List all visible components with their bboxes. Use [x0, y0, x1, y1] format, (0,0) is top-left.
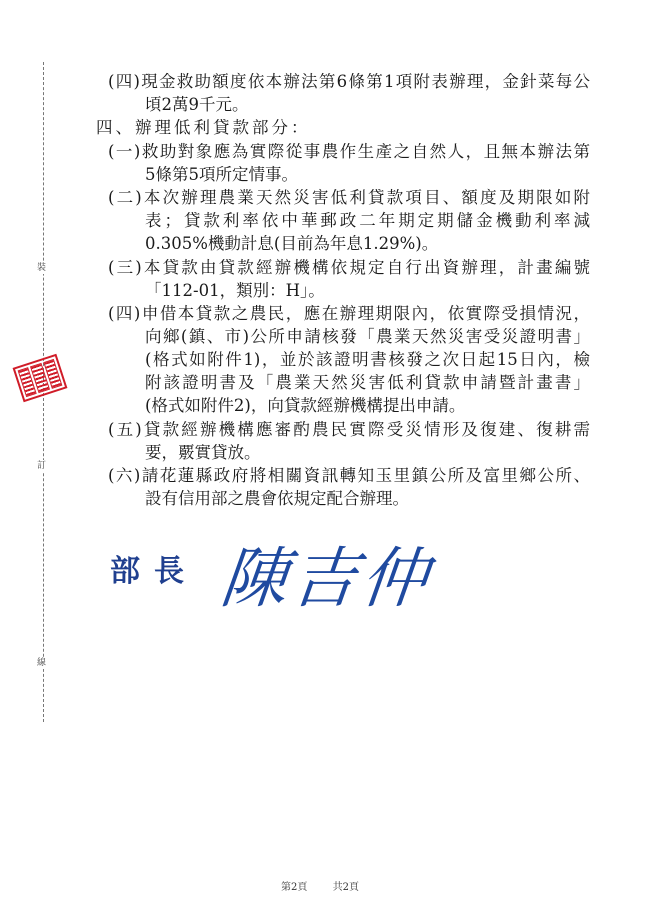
- signature: 陳吉仲: [217, 540, 436, 617]
- text-line: 向鄉(鎮、市)公所申請核發「農業天然災害受災證明書」: [145, 327, 590, 346]
- text-line: 0.305%機動計息(目前為年息1.29%)。: [145, 234, 439, 253]
- text-line: 頃2萬9千元。: [145, 95, 249, 114]
- text-line: 5條第5項所定情事。: [145, 165, 298, 184]
- red-stamp: [13, 354, 68, 402]
- text-line: (六)請花蓮縣政府將相關資訊轉知玉里鎮公所及富里鄉公所、: [108, 466, 590, 485]
- text-line: 附該證明書及「農業天然災害低利貸款申請暨計畫書」: [145, 373, 590, 392]
- margin-label-zhuang: 裝: [37, 263, 47, 273]
- text-line: (四)申借本貸款之農民，應在辦理期限內，依實際受損情況，: [108, 304, 590, 323]
- text-line: (格式如附件2)，向貸款經辦機構提出申請。: [145, 396, 466, 415]
- text-line: 「112-01，類別：H」。: [145, 281, 325, 300]
- page-footer: [0, 878, 640, 893]
- text-line: 表；貸款利率依中華郵政二年期定期儲金機動利率減: [145, 211, 590, 230]
- text-line: (三)本貸款由貸款經辦機構依規定自行出資辦理，計畫編號: [108, 258, 590, 277]
- text-line: (一)救助對象應為實際從事農作生產之自然人，且無本辦法第: [108, 142, 590, 161]
- text-line: (四)現金救助額度依本辦法第6條第1項附表辦理，金針菜每公: [108, 72, 590, 91]
- margin-label-xian: 線: [37, 658, 47, 668]
- text-line: (二)本次辦理農業天然災害低利貸款項目、額度及期限如附: [108, 188, 590, 207]
- margin-label-ding: 訂: [37, 461, 47, 471]
- text-line: (五)貸款經辦機構應審酌農民實際受災情形及復建、復耕需: [108, 420, 590, 439]
- page-number: 第2頁: [281, 882, 308, 893]
- signature-title: 部長: [110, 554, 198, 589]
- page-total: 共2頁: [332, 882, 359, 893]
- text-line: 要，覈實貸放。: [145, 443, 261, 462]
- text-line: 設有信用部之農會依規定配合辦理。: [145, 489, 409, 508]
- section-heading: 四、辦理低利貸款部分：: [96, 118, 311, 137]
- text-line: (格式如附件1)，並於該證明書核發之次日起15日內，檢: [145, 350, 590, 369]
